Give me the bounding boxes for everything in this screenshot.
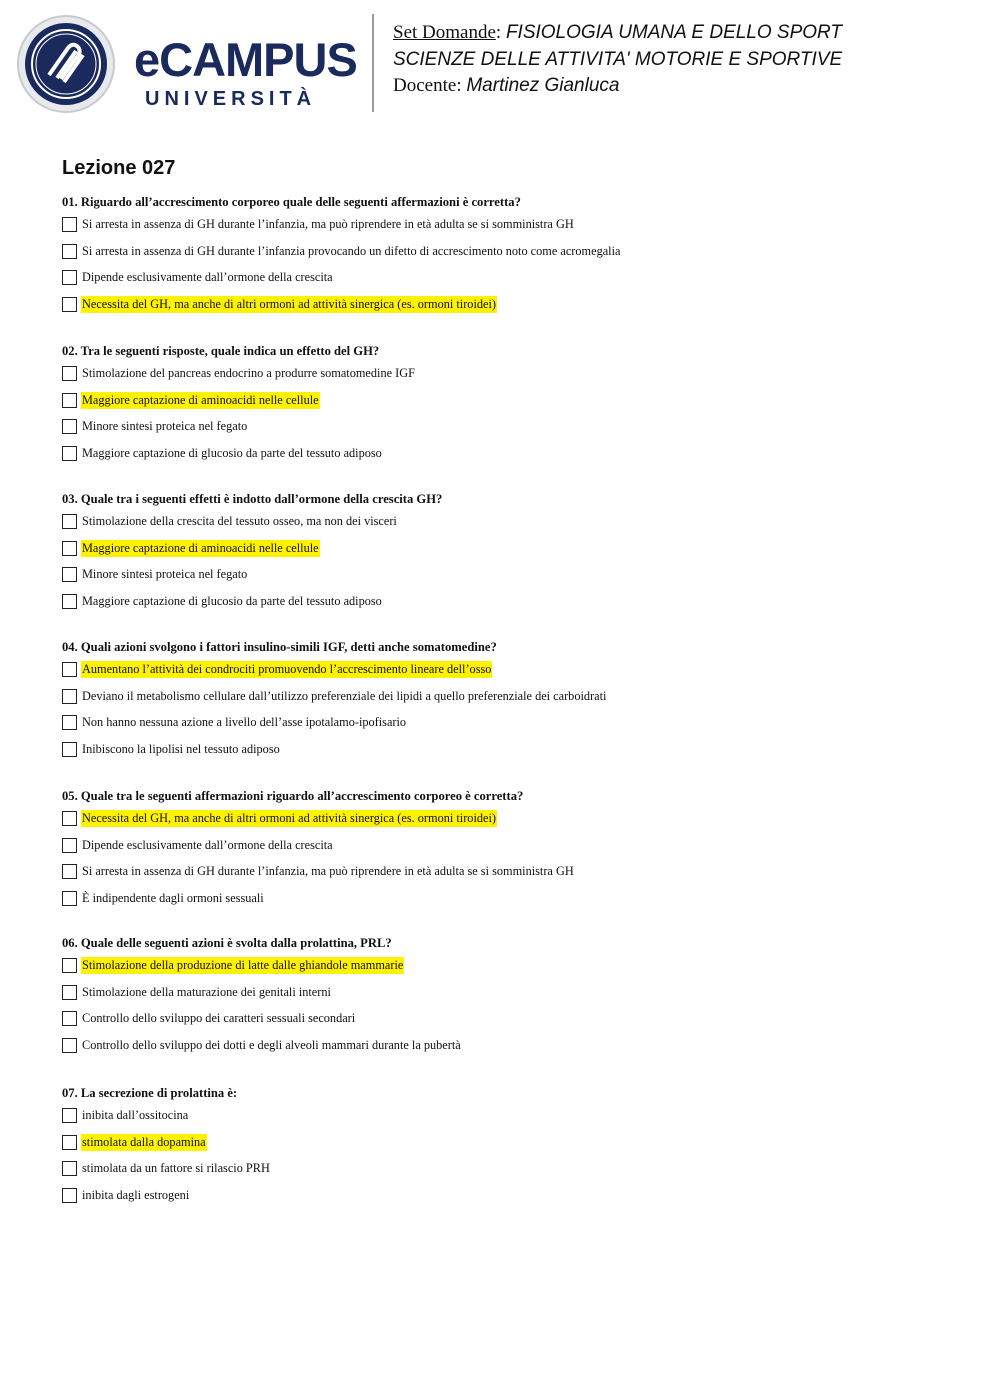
answer-text: Stimolazione della produzione di latte dalle ghiandole mammarie	[82, 957, 404, 972]
question-4	[62, 638, 962, 763]
teacher-label: Docente	[393, 75, 457, 96]
teacher-line: Docente: Martinez Gianluca	[393, 75, 620, 96]
answer-checkbox[interactable]	[62, 1108, 77, 1123]
answer-text: Necessita del GH, ma anche di altri ormoni ad attività sinergica (es. ormoni tiroidei)	[82, 296, 496, 311]
answer-checkbox[interactable]	[62, 419, 77, 434]
answer-option-correct[interactable]	[62, 535, 962, 562]
course-title-line: Set Domande: FISIOLOGIA UMANA E DELLO SPORT	[393, 22, 843, 43]
answer-option[interactable]	[62, 1102, 962, 1129]
answer-text: inibita dagli estrogeni	[82, 1187, 190, 1202]
answer-option[interactable]	[62, 211, 962, 238]
answer-option-correct[interactable]	[62, 1129, 962, 1156]
answer-option-correct[interactable]	[62, 805, 962, 832]
question-text: 02. Tra le seguenti risposte, quale indica un effetto del GH?	[62, 344, 380, 358]
answer-checkbox[interactable]	[62, 567, 77, 582]
question-text: 04. Quali azioni svolgono i fattori insulino-simili IGF, detti anche somatomedine?	[62, 640, 497, 654]
answer-option[interactable]	[62, 440, 962, 467]
answer-text: Necessita del GH, ma anche di altri ormoni ad attività sinergica (es. ormoni tiroidei)	[82, 810, 496, 825]
answer-checkbox[interactable]	[62, 270, 77, 285]
question-2	[62, 342, 962, 467]
answer-option[interactable]	[62, 832, 962, 859]
answer-text: Dipende esclusivamente dall’ormone della crescita	[82, 837, 333, 852]
answer-checkbox[interactable]	[62, 715, 77, 730]
question-text: 07. La secrezione di prolattina è:	[62, 1086, 238, 1100]
answer-text: Inibiscono la lipolisi nel tessuto adiposo	[82, 741, 280, 756]
answer-text: Minore sintesi proteica nel fegato	[82, 567, 248, 582]
lesson-title: Lezione 027	[62, 157, 176, 179]
question-6	[62, 934, 962, 1059]
answer-checkbox[interactable]	[62, 662, 77, 677]
answer-text: inibita dall’ossitocina	[82, 1107, 189, 1122]
answer-option[interactable]	[62, 360, 962, 387]
question-1	[62, 193, 962, 318]
answer-text: Maggiore captazione di aminoacidi nelle cellule	[82, 392, 319, 407]
answer-option[interactable]	[62, 709, 962, 736]
answer-text: Stimolazione del pancreas endocrino a produrre somatomedine IGF	[82, 365, 415, 380]
answer-checkbox[interactable]	[62, 689, 77, 704]
answer-option-correct[interactable]	[62, 387, 962, 414]
answer-checkbox[interactable]	[62, 393, 77, 408]
ecampus-logo	[16, 14, 361, 114]
question-3	[62, 490, 962, 615]
answer-checkbox[interactable]	[62, 891, 77, 906]
answer-checkbox[interactable]	[62, 1188, 77, 1203]
question-5	[62, 787, 962, 912]
answer-option[interactable]	[62, 885, 962, 912]
answer-text: stimolata dalla dopamina	[82, 1134, 206, 1149]
answer-text: Si arresta in assenza di GH durante l’infanzia, ma può riprendere in età adulta se si somministra GH	[82, 864, 574, 879]
question-text: 06. Quale delle seguenti azioni è svolta dalla prolattina, PRL?	[62, 936, 392, 950]
answer-text: Controllo dello sviluppo dei caratteri sessuali secondari	[82, 1011, 356, 1026]
answer-option[interactable]	[62, 238, 962, 265]
answer-checkbox[interactable]	[62, 217, 77, 232]
course-info	[393, 20, 842, 100]
answer-option[interactable]	[62, 1032, 962, 1059]
answer-option[interactable]	[62, 1005, 962, 1032]
question-7	[62, 1084, 962, 1209]
answer-text: Minore sintesi proteica nel fegato	[82, 419, 248, 434]
answer-option[interactable]	[62, 264, 962, 291]
question-text: 01. Riguardo all’accrescimento corporeo quale delle seguenti affermazioni è corretta?	[62, 195, 521, 209]
answer-option-correct[interactable]	[62, 291, 962, 318]
answer-text: stimolata da un fattore si rilascio PRH	[82, 1161, 270, 1176]
answer-checkbox[interactable]	[62, 1038, 77, 1053]
course-subtitle: SCIENZE DELLE ATTIVITA' MOTORIE E SPORTIVE	[393, 48, 843, 70]
answer-option[interactable]	[62, 413, 962, 440]
answer-text: Dipende esclusivamente dall’ormone della crescita	[82, 270, 333, 285]
answer-option[interactable]	[62, 1182, 962, 1209]
answer-checkbox[interactable]	[62, 811, 77, 826]
answer-option[interactable]	[62, 561, 962, 588]
answer-option[interactable]	[62, 1155, 962, 1182]
question-text: 05. Quale tra le seguenti affermazioni riguardo all’accrescimento corporeo è corretta?	[62, 789, 524, 803]
answer-checkbox[interactable]	[62, 1161, 77, 1176]
answer-checkbox[interactable]	[62, 1011, 77, 1026]
set-label: Set Domande	[393, 22, 496, 43]
answer-checkbox[interactable]	[62, 742, 77, 757]
answer-checkbox[interactable]	[62, 297, 77, 312]
svg-text:UNIVERSITÀ: UNIVERSITÀ	[145, 88, 317, 110]
answer-text: Maggiore captazione di glucosio da parte del tessuto adiposo	[82, 593, 382, 608]
answer-checkbox[interactable]	[62, 985, 77, 1000]
answer-checkbox[interactable]	[62, 366, 77, 381]
answer-text: Deviano il metabolismo cellulare dall’utilizzo preferenziale dei lipidi a quello preferenziale dei carboidrati	[82, 688, 607, 703]
teacher-name: Martinez Gianluca	[466, 75, 620, 96]
answer-text: Maggiore captazione di glucosio da parte del tessuto adiposo	[82, 445, 382, 460]
answer-checkbox[interactable]	[62, 1135, 77, 1150]
answer-checkbox[interactable]	[62, 514, 77, 529]
answer-checkbox[interactable]	[62, 864, 77, 879]
answer-option[interactable]	[62, 979, 962, 1006]
answer-option[interactable]	[62, 683, 962, 710]
answer-checkbox[interactable]	[62, 958, 77, 973]
question-text: 03. Quale tra i seguenti effetti è indotto dall’ormone della crescita GH?	[62, 492, 443, 506]
answer-text: Controllo dello sviluppo dei dotti e degli alveoli mammari durante la pubertà	[82, 1037, 461, 1052]
header-divider	[372, 14, 374, 112]
answer-text: Si arresta in assenza di GH durante l’infanzia, ma può riprendere in età adulta se si somministra GH	[82, 216, 574, 231]
page-header	[0, 0, 1000, 130]
answer-text: Si arresta in assenza di GH durante l’infanzia provocando un difetto di accrescimento noto come acromegalia	[82, 243, 621, 258]
answer-option[interactable]	[62, 588, 962, 615]
course-subtitle-line	[393, 47, 842, 74]
answer-option-correct[interactable]	[62, 656, 962, 683]
svg-text:eCAMPUS: eCAMPUS	[134, 33, 357, 86]
answer-option[interactable]	[62, 858, 962, 885]
answer-checkbox[interactable]	[62, 446, 77, 461]
answer-checkbox[interactable]	[62, 838, 77, 853]
course-title: FISIOLOGIA UMANA E DELLO SPORT	[505, 22, 843, 43]
answer-text: È indipendente dagli ormoni sessuali	[82, 890, 264, 905]
answer-option[interactable]	[62, 508, 962, 535]
answer-checkbox[interactable]	[62, 244, 77, 259]
answer-text: Stimolazione della maturazione dei genitali interni	[82, 984, 331, 999]
answer-option[interactable]	[62, 736, 962, 763]
answer-text: Stimolazione della crescita del tessuto osseo, ma non dei visceri	[82, 513, 397, 528]
answer-text: Maggiore captazione di aminoacidi nelle cellule	[82, 540, 319, 555]
answer-checkbox[interactable]	[62, 594, 77, 609]
answer-text: Non hanno nessuna azione a livello dell’asse ipotalamo-ipofisario	[82, 715, 407, 730]
answer-text: Aumentano l’attività dei condrociti promuovendo l’accrescimento lineare dell’osso	[82, 661, 492, 676]
answer-option-correct[interactable]	[62, 952, 962, 979]
answer-checkbox[interactable]	[62, 541, 77, 556]
